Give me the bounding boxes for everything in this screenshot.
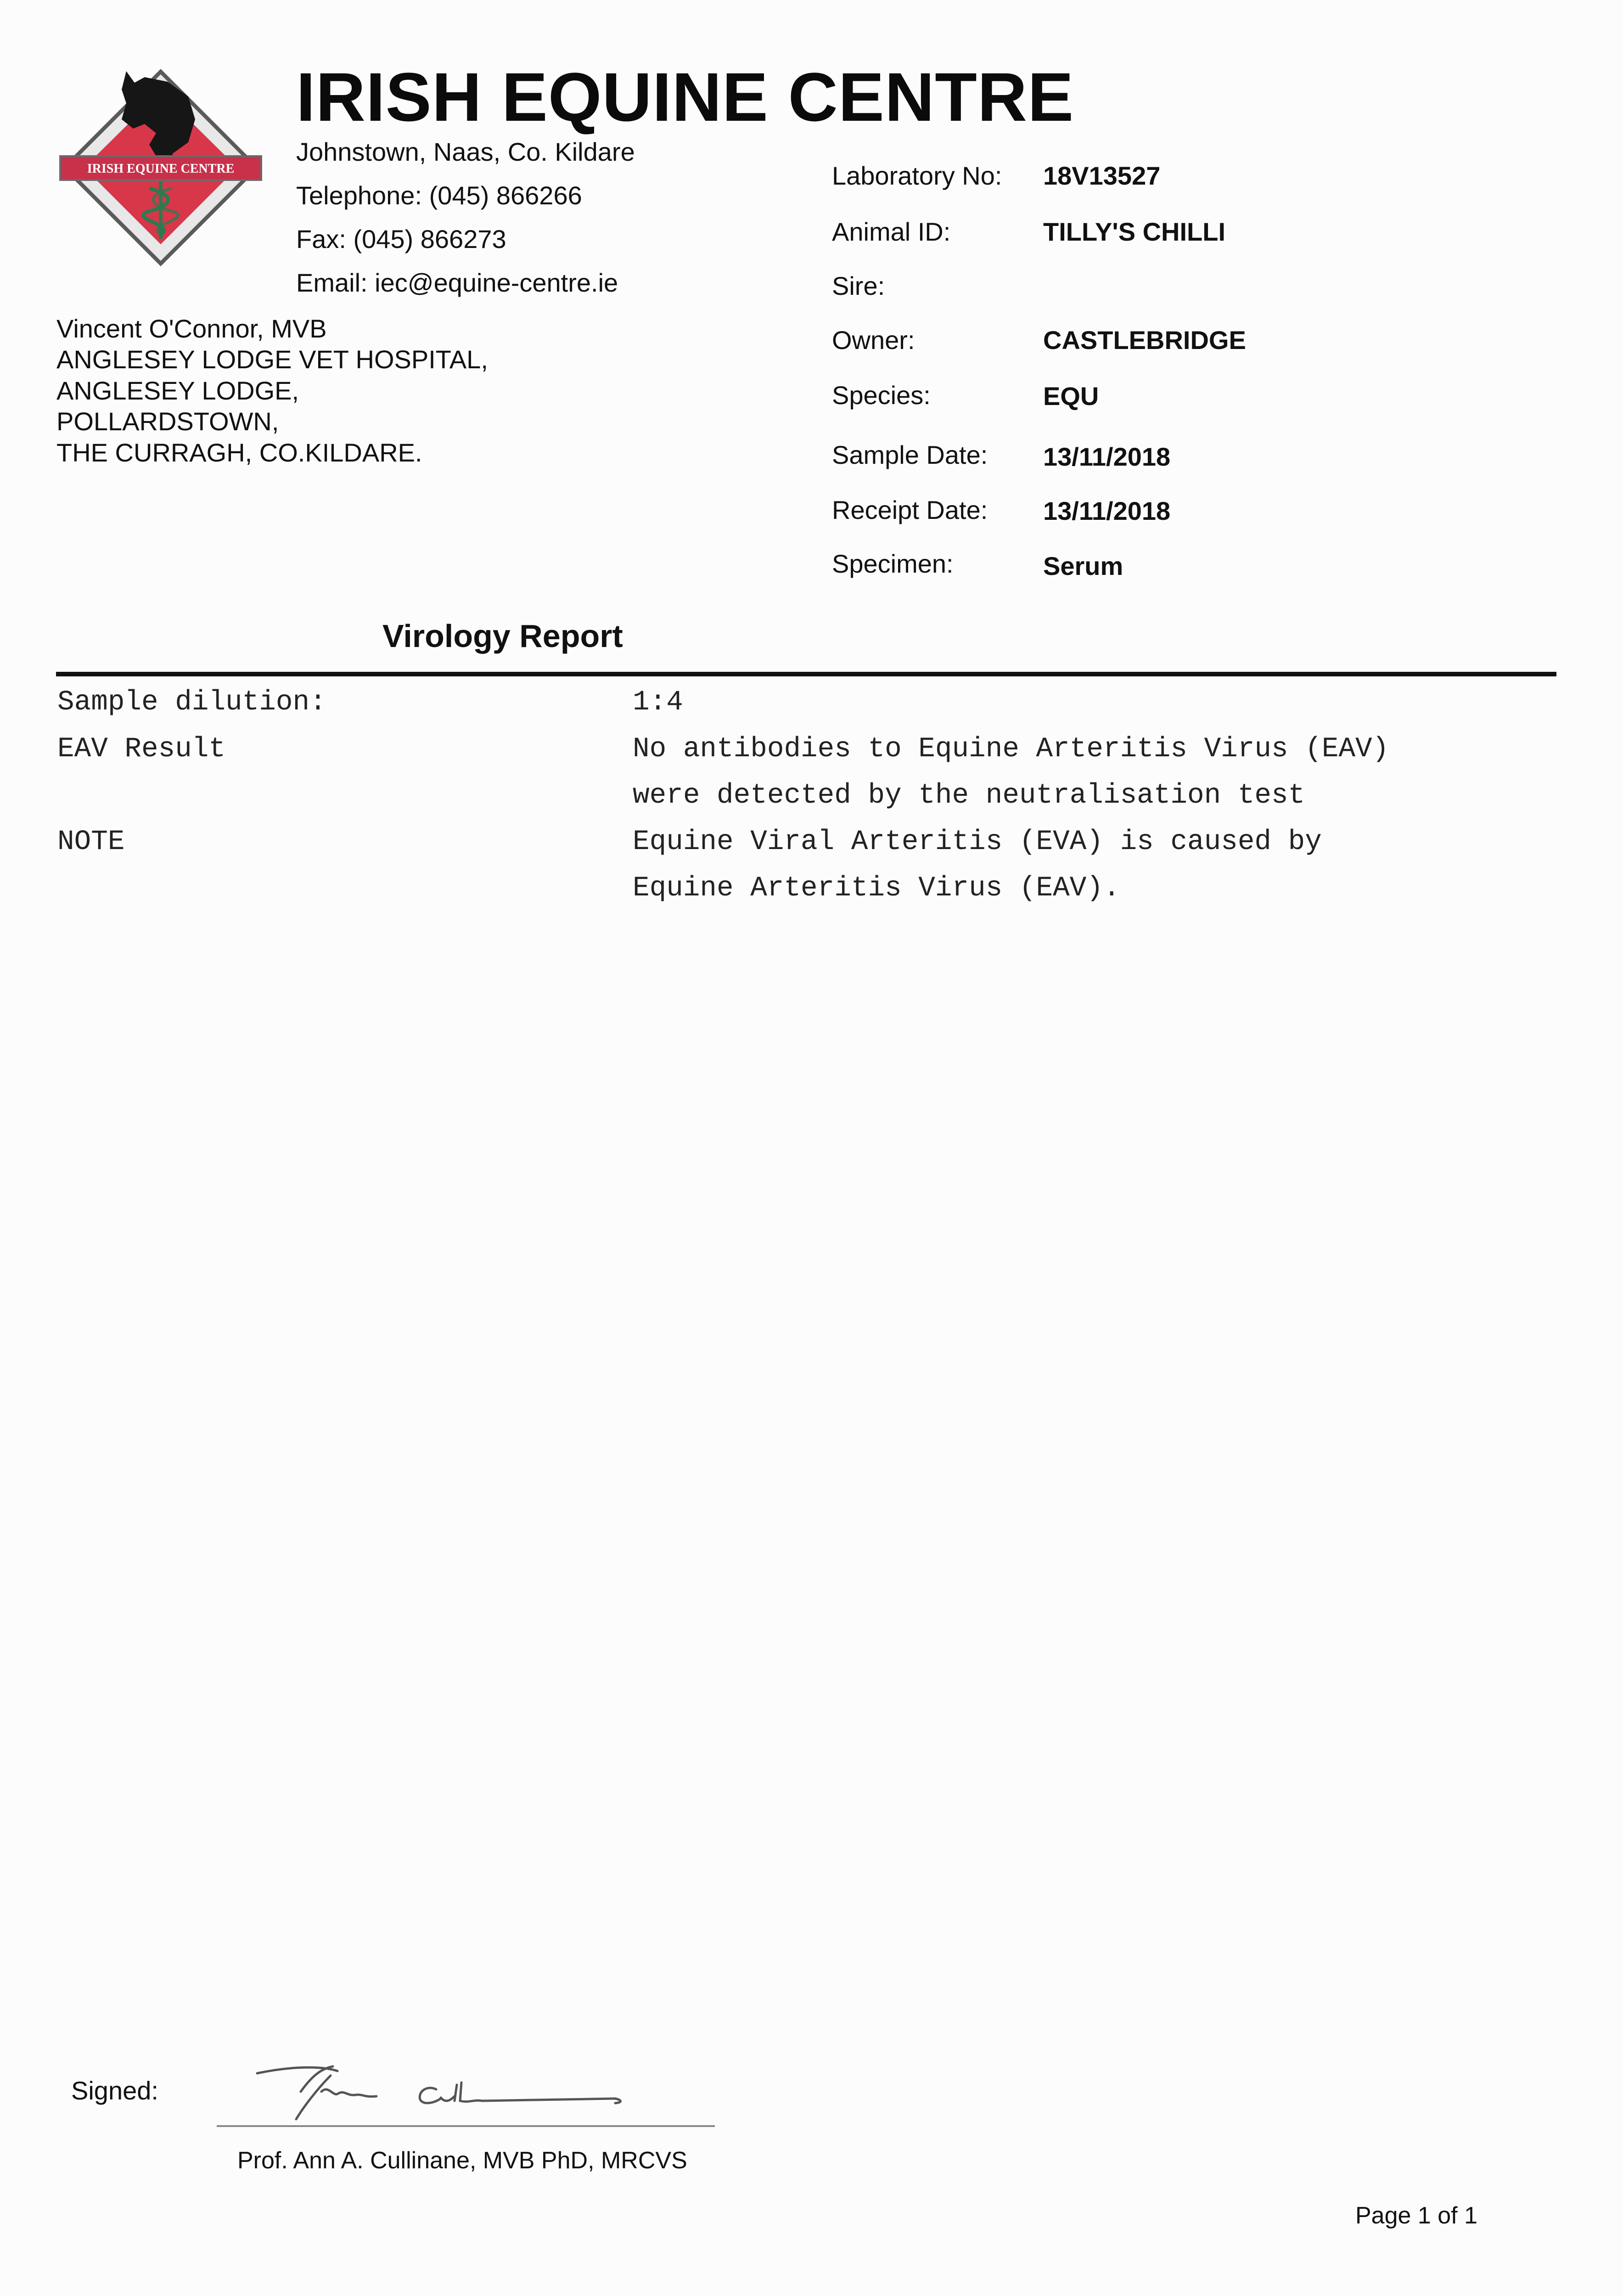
result-value-eav: No antibodies to Equine Arteritis Virus (EAV) [633, 733, 1389, 765]
result-label-note: NOTE [57, 826, 125, 858]
org-fax: Fax: (045) 866273 [296, 225, 506, 253]
species-label: Species: [832, 381, 931, 410]
species-value: EQU [1043, 382, 1099, 411]
specimen-value: Serum [1043, 551, 1123, 580]
signed-label: Signed: [71, 2076, 158, 2105]
laboratory-no-value: 18V13527 [1043, 161, 1161, 190]
result-value-sample-dilution: 1:4 [633, 687, 683, 718]
owner-value: CASTLEBRIDGE [1043, 326, 1246, 355]
laboratory-no-label: Laboratory No: [832, 161, 1002, 190]
org-email: Email: iec@equine-centre.ie [296, 268, 618, 297]
handwritten-signature [253, 2057, 647, 2131]
animal-id-label: Animal ID: [832, 217, 951, 246]
page-number: Page 1 of 1 [1355, 2202, 1477, 2229]
result-label-eav: EAV Result [57, 733, 226, 765]
result-value-eav: were detected by the neutralisation test [633, 780, 1305, 811]
logo-text: IRISH EQUINE CENTRE [87, 162, 235, 176]
recipient-address-line: ANGLESEY LODGE, [56, 376, 299, 405]
report-title: Virology Report [382, 618, 623, 654]
title-divider [56, 672, 1556, 676]
result-value-note: Equine Arteritis Virus (EAV). [633, 872, 1120, 904]
recipient-address-line: THE CURRAGH, CO.KILDARE. [56, 438, 422, 467]
sample-date-label: Sample Date: [832, 440, 988, 469]
receipt-date-value: 13/11/2018 [1043, 496, 1171, 525]
owner-label: Owner: [832, 326, 915, 355]
recipient-name: Vincent O'Connor, MVB [56, 314, 327, 343]
sire-label: Sire: [832, 271, 885, 300]
signature-line [217, 2125, 715, 2127]
recipient-address-line: ANGLESEY LODGE VET HOSPITAL, [56, 345, 488, 374]
irish-equine-centre-logo [57, 64, 264, 276]
specimen-label: Specimen: [832, 549, 954, 578]
animal-id-value: TILLY'S CHILLI [1043, 217, 1226, 246]
result-value-note: Equine Viral Arteritis (EVA) is caused by [633, 826, 1322, 858]
org-telephone: Telephone: (045) 866266 [296, 181, 582, 210]
sample-date-value: 13/11/2018 [1043, 442, 1171, 471]
org-name: IRISH EQUINE CENTRE [296, 58, 1074, 135]
result-label-sample-dilution: Sample dilution: [57, 687, 326, 718]
signer-name: Prof. Ann A. Cullinane, MVB PhD, MRCVS [237, 2147, 687, 2174]
org-address: Johnstown, Naas, Co. Kildare [296, 137, 635, 166]
receipt-date-label: Receipt Date: [832, 495, 988, 524]
recipient-address-line: POLLARDSTOWN, [56, 407, 279, 436]
